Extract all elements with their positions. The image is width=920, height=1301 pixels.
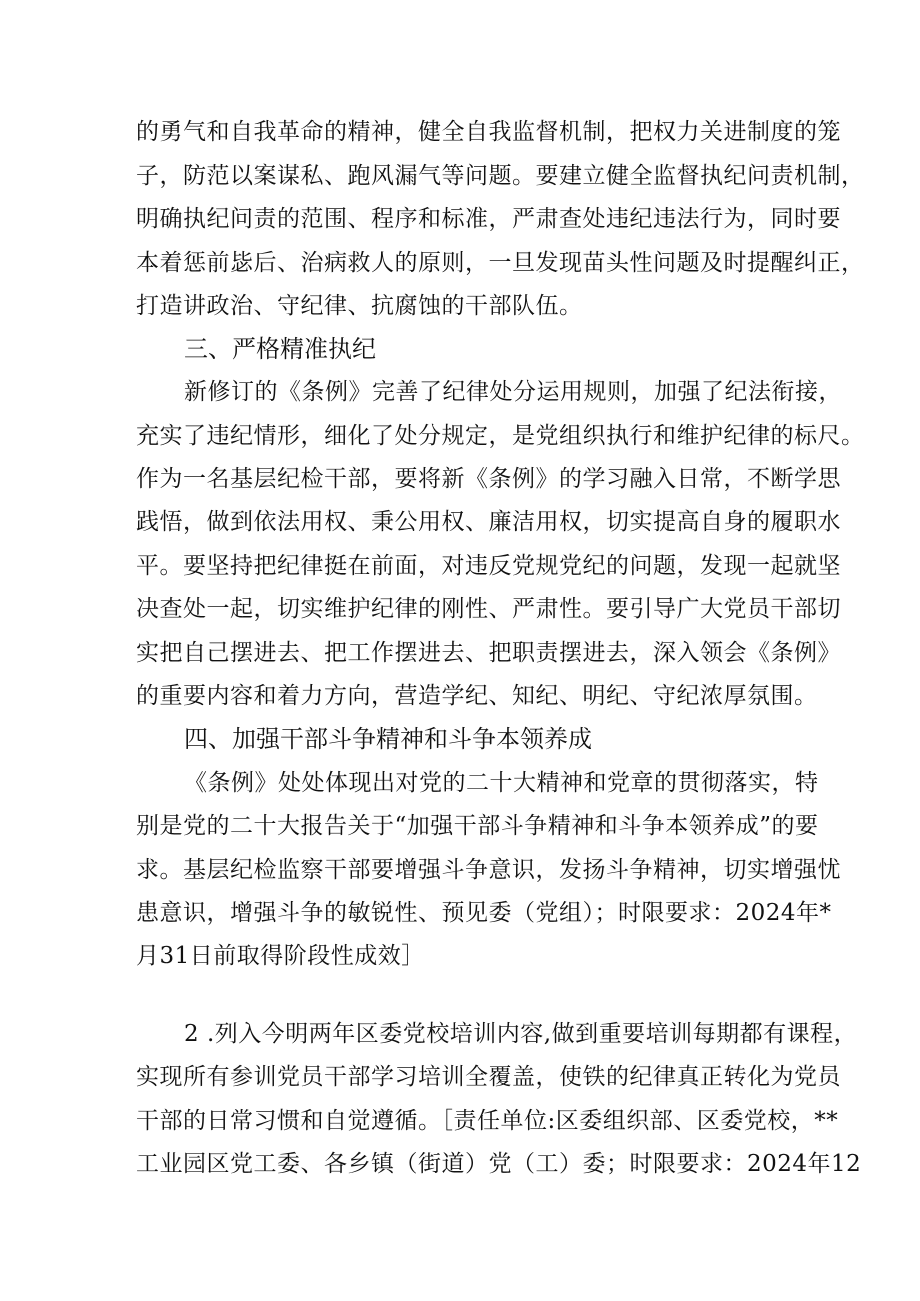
paragraph-1-line-2: 子，防范以案谋私、跑风漏气等问题。要建立健全监督执纪问责机制，	[136, 163, 865, 189]
paragraph-3-line-1: 《条例》处处体现出对党的二十大精神和党章的贯彻落实，特	[184, 770, 819, 796]
paragraph-3-line-2: 别是党的二十大报告关于“加强干部斗争精神和斗争本领养成”的要	[136, 813, 819, 839]
paragraph-2-line-5: 平。要坚持把纪律挺在前面，对违反党规党纪的问题，发现一起就坚	[136, 553, 841, 579]
paragraph-4-line-4: 工业园区党工委、各乡镇（街道）党（工）委；时限要求：2024年12	[136, 1151, 862, 1177]
paragraph-1-line-4: 本着惩前毖后、治病救人的原则，一旦发现苗头性问题及时提醒纠正，	[136, 250, 865, 276]
section-heading-4: 四、加强干部斗争精神和斗争本领养成	[184, 725, 592, 753]
paragraph-1-line-5: 打造讲政治、守纪律、抗腐蚀的干部队伍。	[136, 293, 583, 319]
paragraph-4-line-3: 干部的日常习惯和自觉遵循。［责任单位:区委组织部、区委党校，**	[136, 1108, 839, 1134]
paragraph-2-line-7: 实把自己摆进去、把工作摆进去、把职责摆进去，深入领会《条例》	[136, 640, 841, 666]
paragraph-2-line-3: 作为一名基层纪检干部，要将新《条例》的学习融入日常，不断学思	[136, 466, 841, 492]
paragraph-4-line-2: 实现所有参训党员干部学习培训全覆盖，使铁的纪律真正转化为党员	[136, 1064, 841, 1090]
section-heading-3: 三、严格精准执纪	[184, 335, 376, 363]
paragraph-3-line-3: 求。基层纪检监察干部要增强斗争意识，发扬斗争精神，切实增强忧	[136, 857, 841, 883]
paragraph-2-line-4: 践悟，做到依法用权、秉公用权、廉洁用权，切实提高自身的履职水	[136, 509, 841, 535]
paragraph-3-line-5: 月31日前取得阶段性成效］	[136, 943, 425, 969]
paragraph-4-line-1: 2 .列入今明两年区委党校培训内容,做到重要培训每期都有课程，	[184, 1021, 858, 1047]
paragraph-2-line-6: 决查处一起，切实维护纪律的刚性、严肃性。要引导广大党员干部切	[136, 596, 841, 622]
paragraph-2-line-8: 的重要内容和着力方向，营造学纪、知纪、明纪、守纪浓厚氛围。	[136, 683, 818, 709]
paragraph-2-line-2: 充实了违纪情形，细化了处分规定，是党组织执行和维护纪律的标尺。	[136, 423, 865, 449]
paragraph-2-line-1: 新修订的《条例》完善了纪律处分运用规则，加强了纪法衔接，	[184, 379, 842, 405]
paragraph-3-line-4: 患意识，增强斗争的敏锐性、预见委（党组）；时限要求：2024年*	[136, 900, 832, 926]
paragraph-1-line-3: 明确执纪问责的范围、程序和标准，严肃查处违纪违法行为，同时要	[136, 206, 841, 232]
paragraph-1-line-1: 的勇气和自我革命的精神，健全自我监督机制，把权力关进制度的笼	[136, 119, 841, 145]
